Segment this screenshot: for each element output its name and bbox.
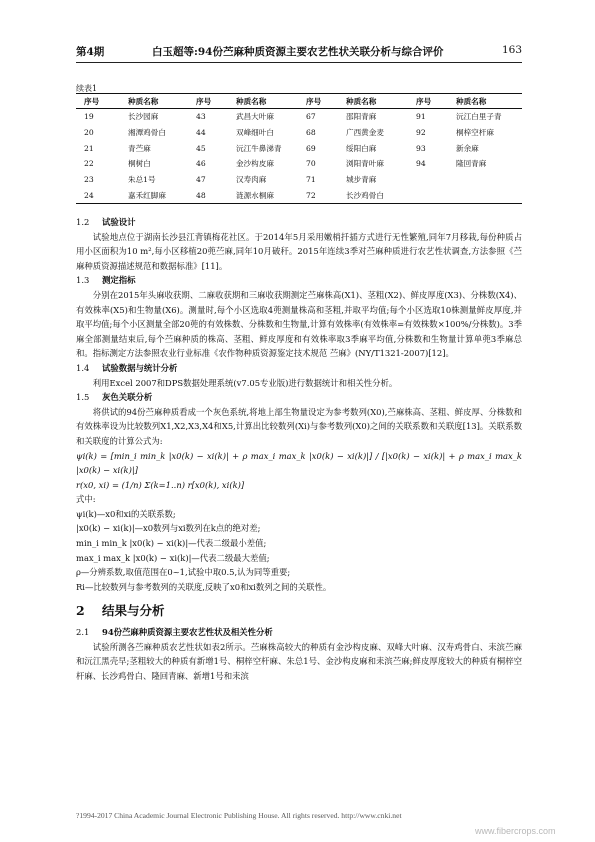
cell-no: 23 (84, 175, 94, 185)
table-header-row (76, 94, 522, 109)
table-row (76, 140, 522, 156)
cell-name: 沅江牛鼻涕青 (236, 143, 282, 153)
cell-no: 93 (416, 143, 426, 153)
section-heading-2-1 (76, 625, 522, 640)
formula-relational-degree: r(x0, xi) = (1/n) Σ(k=1..n) r[x0(k), xi(k)] (76, 479, 245, 490)
cell-name: 绥阳白麻 (346, 143, 377, 153)
cell-no: 94 (416, 159, 426, 169)
cell-name: 长沙鸡骨白 (346, 187, 416, 203)
paragraph-statistics: 利用Excel 2007和DPS数据处理系统(v7.05专业版)进行数据统计和相关性分析。 (92, 377, 398, 388)
col-header-name: 种质名称 (346, 94, 416, 109)
cell-no (416, 187, 456, 203)
copyright-footer: ?1994-2017 China Academic Journal Electronic Publishing House. All rights reserved. http://www.cnki.net (76, 811, 402, 820)
section-number: 1.3 (76, 275, 90, 286)
cell-name: 新余麻 (456, 143, 479, 153)
table-row (76, 156, 522, 172)
definition-line: min_i min_k |x0(k) − xi(k)|—代表二级最小差值; (76, 538, 267, 549)
cell-no: 69 (306, 143, 316, 153)
cell-name: 金沙构皮麻 (236, 159, 274, 169)
section-heading-2 (76, 604, 522, 619)
cell-name: 嘉禾红脚麻 (128, 187, 196, 203)
cell-name: 武昌大叶麻 (236, 112, 274, 122)
watermark: www.fibercrops.com (475, 826, 556, 836)
definition-line: max_i max_k |x0(k) − xi(k)|—代表二级最大差值; (76, 552, 270, 563)
running-title: 白玉超等:94份苎麻种质资源主要农艺性状关联分析与综合评价 (152, 46, 444, 58)
col-header-no: 序号 (306, 94, 346, 109)
table-row (76, 109, 522, 125)
col-header-no: 序号 (196, 94, 236, 109)
section-title: 测定指标 (102, 275, 136, 286)
cell-name: 双峰细叶白 (236, 128, 274, 138)
cell-no: 68 (306, 128, 316, 138)
cell-no: 19 (84, 112, 94, 122)
cell-no: 72 (306, 187, 346, 203)
cell-no: 22 (84, 159, 94, 169)
article-body (76, 215, 522, 683)
cell-no: 46 (196, 159, 206, 169)
cell-name: 广西黄金麦 (346, 128, 384, 138)
definition-line: |x0(k) − xi(k)|—x0数列与xi数列在k点的绝对差; (76, 523, 261, 534)
table-row (76, 187, 522, 203)
cell-no: 21 (84, 143, 94, 153)
cell-no: 43 (196, 112, 206, 122)
section-heading-1-3 (76, 273, 522, 288)
section-number: 2 (76, 603, 85, 619)
cell-no: 48 (196, 187, 236, 203)
col-header-name: 种质名称 (128, 94, 196, 109)
cell-no: 44 (196, 128, 206, 138)
section-number: 1.2 (76, 217, 90, 227)
page-number: 163 (501, 44, 522, 56)
section-title: 结果与分析 (102, 603, 165, 619)
definition-line: ψi(k)—x0和xi的关联系数; (76, 508, 176, 519)
definition-line: ρ—分辨系数,取值范围在0~1,试验中取0.5,认为同等重要; (76, 567, 291, 578)
section-heading-1-5 (76, 390, 522, 405)
cell-no: 20 (84, 128, 94, 138)
section-heading-1-2 (76, 215, 522, 230)
section-title: 94份苎麻种质资源主要农艺性状及相关性分析 (102, 627, 273, 638)
where-label: 式中: (76, 494, 96, 505)
issue-number: 第4期 (76, 46, 105, 58)
cell-name: 湘潭鸡骨白 (128, 128, 166, 138)
cell-name: 沅江白里子青 (456, 112, 502, 122)
cell-name (456, 172, 522, 188)
col-header-no: 序号 (416, 94, 456, 109)
paragraph-results: 试验所测各苎麻种质农艺性状如表2所示。苎麻株高较大的种质有金沙构皮麻、双峰大叶麻、汉寿鸡骨白、耒滨苎麻和沅江黑壳早;茎粗较大的种质有新增1号、桐梓空杆麻、朱总1号、金沙构皮麻和耒滨苎麻;鲜皮厚度较大的种质有桐梓空杆麻、长沙鸡骨白、隆回青麻、新增1号和耒滨 (76, 641, 522, 681)
col-header-no: 序号 (76, 94, 128, 109)
formula-relational-coefficient: ψi(k) = [min_i min_k |x0(k) − xi(k)| + ρ max_i max_k |x0(k) − xi(k)|] / [|x0(k) − xi(k)| + ρ max_i max_k |x0(k) − xi(k)|] (76, 450, 522, 476)
table-row (76, 125, 522, 141)
cell-name: 朱总1号 (128, 175, 156, 185)
cell-no: 91 (416, 112, 426, 122)
definition-line: Ri—比较数列与参考数列的关联度,反映了x0和xi数列之间的关联性。 (76, 581, 332, 592)
section-number: 1.5 (76, 392, 90, 403)
section-title: 试验设计 (102, 217, 136, 227)
cell-name: 邵阳青麻 (346, 112, 377, 122)
cell-no (416, 172, 456, 188)
table-row (76, 172, 522, 188)
section-number: 2.1 (76, 627, 90, 638)
section-number: 1.4 (76, 362, 90, 373)
paragraph-grey-relational: 将供试的94份苎麻种质看成一个灰色系统,将地上部生物量设定为参考数列(X0),苎麻株高、茎粗、鲜皮厚、分株数和有效株率设为比较数列X1,X2,X3,X4和X5,计算出比较数列(Xi)与参考数列(X0)之间的关联系数和关联度[13]。关联系数和关联度的计算公式为: (76, 406, 522, 446)
paragraph-measurement-indices: 分别在2015年头麻收获期、二麻收获期和三麻收获期测定苎麻株高(X1)、茎粗(X2)、鲜皮厚度(X3)、分株数(X4)、有效株率(X5)和生物量(X6)。测量时,每个小区选取4蔸测量株高和茎粗,并取平均值;每个小区选取10株测量鲜皮厚度,并取平均值;每个小区测量全部20蔸的有效株数、分株数和生物量,计算有效株率(有效株率=有效株数×100%/分株数)。3季麻全部测量结束后,每个苎麻种质的株高、茎粗、鲜皮厚度和有效株率取3季麻平均值,分株数和生物量计算单蔸3季麻总和。指标测定方法参照农业行业标准《农作物种质资源鉴定技术规范 苎麻》(NY/T1321-2007)[12]。 (76, 289, 522, 359)
germplasm-table (76, 93, 522, 204)
cell-name: 青苎麻 (128, 143, 151, 153)
cell-name: 长沙园麻 (128, 112, 159, 122)
cell-name: 隆回青麻 (456, 159, 487, 169)
cell-name: 汉寿肉麻 (236, 175, 267, 185)
cell-name: 浏阳青叶麻 (346, 159, 384, 169)
section-title: 灰色关联分析 (102, 392, 153, 403)
paragraph-experiment-design: 试验地点位于湖南长沙县江背镇梅花社区。于2014年5月采用嫩梢扦插方式进行无性繁殖,同年7月移栽,每份种质占用小区面积为10 m²,每小区移植20蔸苎麻,同年10月破秆。2015年连续3季对苎麻种质进行农艺性状调查,方法参照《苎麻种质资源描述规范和数据标准》[11]。 (76, 231, 522, 271)
col-header-name: 种质名称 (236, 94, 306, 109)
section-heading-1-4 (76, 361, 522, 376)
col-header-name: 种质名称 (456, 94, 522, 109)
cell-no: 24 (76, 187, 128, 203)
table-continued-label: 续表1 (76, 84, 98, 93)
cell-name: 桐树白 (128, 159, 151, 169)
cell-no: 47 (196, 175, 206, 185)
cell-name (456, 187, 522, 203)
section-title: 试验数据与统计分析 (102, 362, 178, 373)
cell-name: 涟源水桐麻 (236, 187, 306, 203)
cell-no: 71 (306, 175, 316, 185)
header-rule (76, 62, 522, 63)
cell-no: 92 (416, 128, 426, 138)
cell-no: 67 (306, 112, 316, 122)
cell-name: 城步青麻 (346, 175, 377, 185)
cell-name: 桐梓空杆麻 (456, 128, 494, 138)
cell-no: 70 (306, 159, 316, 169)
cell-no: 45 (196, 143, 206, 153)
